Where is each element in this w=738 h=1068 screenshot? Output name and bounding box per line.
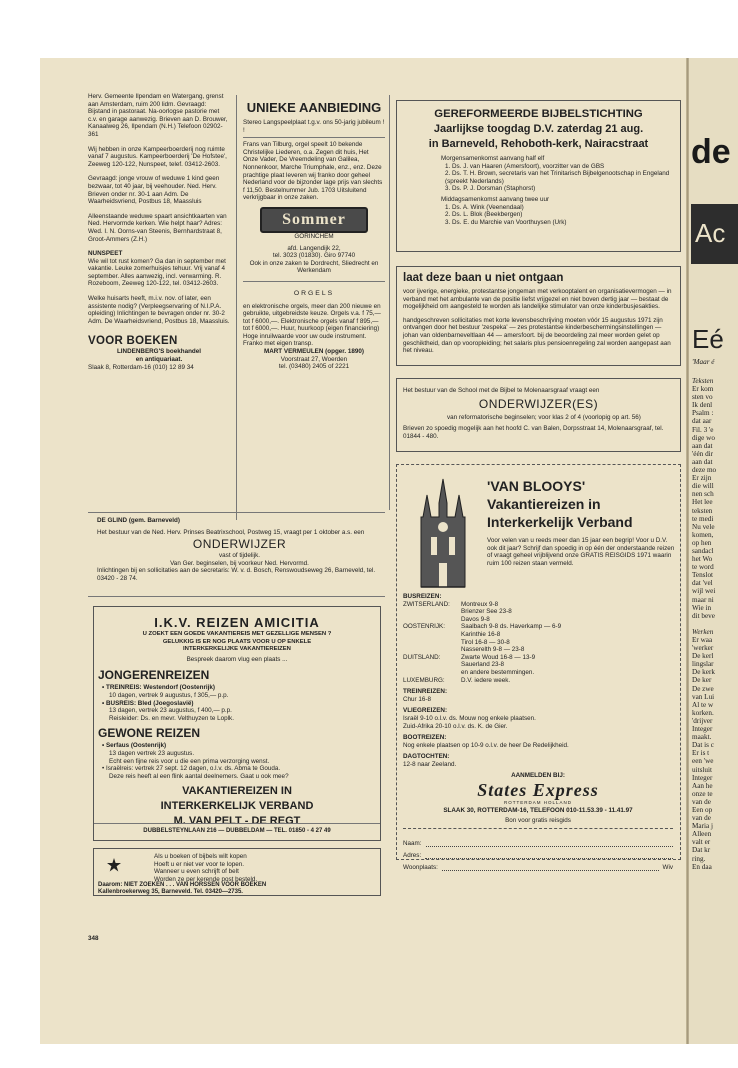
jong2b: 13 dagen, vertrek 23 augustus, f 400,— p.p. xyxy=(109,707,232,715)
horssen-l5: Daarom: NIET ZOEKEN . . . VAN HORSSEN VOOR BOEKEN xyxy=(98,882,267,888)
busreis-destination: Sauerland 23-8 xyxy=(461,661,505,669)
divider xyxy=(94,823,380,824)
sommer-addr2: tel. 3023 (01830). Giro 97740 xyxy=(272,252,356,260)
molenaarsgraaf-ad xyxy=(396,378,681,452)
field-woonplaats-line[interactable] xyxy=(442,870,659,871)
right-page-line: het Wo xyxy=(692,555,713,564)
busreis-row xyxy=(403,639,673,647)
right-page-line: Er is t xyxy=(692,749,710,758)
sommer-addr1: afd. Langendijk 22, xyxy=(287,244,341,252)
right-page-line: Dat kr xyxy=(692,846,711,855)
blooys-intro: Voor velen van u reeds meer dan 15 jaar een begrip! Voor u D.V. ook dit jaar? Schrijf dan spoedig in op één der onderstaande reizen of vraagt geheel vrijblijvend onze GRATIS REISGIDS 1971 waarin ruim 100 reizen staan vermeld. xyxy=(487,537,675,567)
jong1b: 10 dagen, vertrek 9 augustus, f 305,— p.p. xyxy=(109,691,229,699)
bon-title: Bon voor gratis reisgids xyxy=(505,816,571,824)
right-page-line: wijl wei xyxy=(692,587,716,596)
right-page-line: aan dat xyxy=(692,457,713,466)
busreis-row xyxy=(403,631,673,639)
right-page-line: lingslar xyxy=(692,660,714,669)
busreis-destination: Karinthie 16-8 xyxy=(461,630,501,638)
blooys-title3: Interkerkelijk Verband xyxy=(487,514,633,530)
molen-job: ONDERWIJZER(ES) xyxy=(478,396,599,411)
de-glind-intro: Het bestuur van de Ned. Herv. Prinses Beatrixschool, Postweg 15, vraagt per 1 oktober a.s. een xyxy=(97,528,365,536)
ad-ilpendam: Herv. Gemeente Ilpendam en Watergang, grenst aan Amsterdam, ruim 200 lidm. Gevraagd: Bijstand in pastoraat. Na-oorlogse pastorie met c.v. en garage aanwezig. Brieven aan D. Brouwer, Kanaalweg 26, Ilpendam (N.H.) Telefoon 02902-361 xyxy=(88,93,228,138)
field-naam[interactable] xyxy=(403,835,673,847)
busreis-destination: en andere bestemmingen. xyxy=(461,668,535,676)
horssen-l6: Kallenbroekerweg 35, Barneveld. Tel. 03420—2735. xyxy=(98,888,243,895)
ad-nunspeet: Wie wil tot rust komen? Ga dan in september met vakantie. Leuke zomerhuisjes tehuur. Vrij vanaf 4 september. Alles aanwezig, incl. verwarming. R. Rozeboom, Zeeweg 120-122, tel. 03412-2603. xyxy=(88,257,226,288)
busreis-country: OOSTENRIJK: xyxy=(403,623,445,631)
divider xyxy=(243,137,385,138)
molen-l2: Brieven zo spoedig mogelijk aan het hoofd C. van Balen, Dorpsstraat 14, Molenaarsgraaf, tel. 01844 - 480. xyxy=(403,425,664,440)
right-page-line: van de xyxy=(692,814,711,823)
jong2a-text: BUSREIS: Bled (Joegoslavië) xyxy=(105,699,194,707)
right-page-line: komen, xyxy=(692,530,714,539)
right-page-line: Er waa xyxy=(692,636,713,644)
right-page-line: De zwe xyxy=(692,684,714,693)
right-page-line: Aan he xyxy=(692,781,713,790)
molen-intro: Het bestuur van de School met de Bijbel te Molenaarsgraaf vraagt een xyxy=(403,387,600,394)
field-naam-label: Naam: xyxy=(403,839,422,847)
right-page-line: dat aar xyxy=(692,417,712,426)
right-page-text xyxy=(692,377,738,871)
states-express-sub: ROTTERDAM HOLLAND xyxy=(503,800,572,806)
gbs-m1: 1. Ds. J. van Haaren (Amersfoort), voorzitter van de GBS xyxy=(445,162,605,170)
jong1a: • TREINREIS: Westendorf (Oostenrijk) xyxy=(102,684,216,692)
right-page-line: Het lee xyxy=(692,498,713,507)
right-page-line: En daa xyxy=(692,862,712,871)
gew1a-text: Serfaus (Oostenrijk) xyxy=(105,742,167,750)
right-page-ac: Ac xyxy=(695,218,726,248)
right-page-line: Maria j xyxy=(692,822,713,831)
busreis-destination: Tirol 16-8 — 30-8 xyxy=(461,638,510,646)
horssen-l2: Hoeft u er niet ver voor te lopen. xyxy=(154,860,244,868)
right-page-line: sten vo xyxy=(692,393,713,402)
gbs-a3: 3. Ds. E. du Marchie van Voorthuysen (Urk) xyxy=(445,218,567,226)
busreis-row xyxy=(403,677,673,685)
right-page-line: Al te w xyxy=(692,700,714,709)
middle-column xyxy=(243,100,385,371)
busreis-country xyxy=(403,616,461,624)
de-glind-ad xyxy=(97,517,382,583)
field-woonplaats[interactable] xyxy=(403,859,673,871)
horssen-l4: Worden ze per kerende post besteld. xyxy=(154,875,258,883)
vak3: M. VAN PELT - DE REGT xyxy=(173,815,301,828)
vlieg1: Israël 9-10 o.l.v. ds. Mouw nog enkele plaatsen. xyxy=(403,714,536,722)
busreis-row xyxy=(403,654,673,662)
laat-title: laat deze baan u niet ontgaan xyxy=(403,272,564,284)
dagtochten-head: DAGTOCHTEN: xyxy=(403,753,450,761)
field-woonplaats-label: Woonplaats: xyxy=(403,863,438,871)
right-page-line: een 'we xyxy=(692,757,714,766)
laat-p2: handgeschreven sollicitaties met korte levensbeschrijving moeten vóór 15 augustus 1971 zijn ontvangen door het bestuur 'zespeka' — zes protestantse kinderbeschermingsinstellingen — johan van oldenbarneveltlaan 44 — amersfoort. bij de beoordeling zal meer worden gelet op geschiktheid, dan op vooropleiding; het salaris plus pensioenregeling zal worden aangepast aan het niveau. xyxy=(403,316,671,355)
right-page-line: 'drijver xyxy=(692,716,713,725)
right-page-line: Teksten xyxy=(692,377,714,385)
right-page-line: korken. xyxy=(692,708,714,717)
right-page-dark-block xyxy=(691,204,738,264)
bootreizen-head: BOOTREIZEN: xyxy=(403,734,447,742)
busreis-destination: Nasserelth 9-8 — 23-8 xyxy=(461,646,525,654)
right-page-line xyxy=(692,620,738,628)
busreizen-list xyxy=(403,601,673,685)
gewone-reizen-title: GEWONE REIZEN xyxy=(98,726,201,741)
coupon-cut-line xyxy=(403,828,673,829)
right-page-line: 'werker xyxy=(692,644,714,653)
busreis-country: ZWITSERLAND: xyxy=(403,600,450,608)
right-page-line: dat 'vel xyxy=(692,579,713,588)
right-page-line: Wie in xyxy=(692,603,712,612)
unieke-sub: Stereo Langspeelplaat t.g.v. ons 50-jarig jubileum ! ! xyxy=(243,119,385,134)
blooys-title1: 'VAN BLOOYS' xyxy=(487,478,586,494)
slaak-address: SLAAK 30, ROTTERDAM-16, TELEFOON 010-11.53.39 - 11.41.97 xyxy=(443,807,633,815)
gbs-title: GEREFORMEERDE BIJBELSTICHTING xyxy=(434,108,643,120)
ikv-s2: INTERKERKELIJKE VAKANTIEREIZEN xyxy=(183,646,291,653)
divider xyxy=(88,512,385,513)
right-page-line: De kerl xyxy=(692,652,714,661)
ikv-question: U ZOEKT EEN GOEDE VAKANTIEREIS MET GEZELLIGE MENSEN ? xyxy=(142,631,332,637)
treinreizen: Chur 16-8 xyxy=(403,695,432,703)
right-page-line: Integer xyxy=(692,725,713,734)
busreis-country: LUXEMBURG: xyxy=(403,676,445,684)
gew2a-text: Israëlreis: vertrek 27 sept. 12 dagen, o.l.v. ds. Abma te Gouda. xyxy=(105,765,281,773)
field-adres[interactable] xyxy=(403,847,673,859)
right-page-line: aan dat xyxy=(692,441,713,450)
busreis-country xyxy=(403,631,461,639)
sommer-logo-text: Sommer xyxy=(282,210,346,228)
sommer-city: GORINCHEM xyxy=(294,232,334,240)
busreis-destination: Brienzer See 23-8 xyxy=(461,608,512,616)
field-adres-label: Adres: xyxy=(403,851,422,859)
vermeulen-addr: Voorstraat 27, Woerden xyxy=(280,355,348,363)
right-page-line: Er kom xyxy=(692,385,714,394)
right-page-ee: Eé xyxy=(692,324,724,354)
sommer-addr3: Ook in onze zaken te Dordrecht, Sliedrecht en Werkendam xyxy=(249,259,379,275)
ad-nunspeet-title: NUNSPEET xyxy=(88,250,123,258)
right-page-line: Een op xyxy=(692,805,713,814)
gew2a: • Israëlreis: vertrek 27 sept. 12 dagen, o.l.v. ds. Abma te Gouda. xyxy=(102,765,281,773)
gbs-a1: 1. Ds. A. Wink (Veenendaal) xyxy=(445,203,524,211)
right-page-line: onze te xyxy=(692,789,713,798)
right-page-line: Er zijn xyxy=(692,474,712,483)
right-page-line: nen sch xyxy=(692,490,714,499)
jongerenreizen-title: JONGERENREIZEN xyxy=(98,668,210,683)
gbs-morning-head: Morgensamenkomst aanvang half elf xyxy=(441,155,545,162)
right-page-line: deze mo xyxy=(692,466,717,475)
gbs-afternoon-head: Middagsamenkomst aanvang twee uur xyxy=(441,195,550,203)
busreis-row xyxy=(403,661,673,669)
busreis-row xyxy=(403,646,673,654)
right-page-line: maakt. xyxy=(692,733,712,742)
right-page-line: dige wo xyxy=(692,433,715,442)
column-rule xyxy=(389,95,390,510)
right-page-line: die will xyxy=(692,482,714,491)
vermeulen-tel: tel. (03480) 2405 of 2221 xyxy=(278,363,350,371)
ikv-footer: DUBBELSTEYNLAAN 216 — DUBBELDAM — TEL. 01850 - 4 27 49 xyxy=(143,828,331,835)
gbs-a2: 2. Ds. L. Blok (Beekbergen) xyxy=(445,211,523,219)
gbs-subtitle: Jaarlijkse toogdag D.V. zaterdag 21 aug. xyxy=(433,123,644,135)
vermeulen: MART VERMEULEN (opger. 1890) xyxy=(263,348,365,356)
right-page-line: 'één dir xyxy=(692,449,714,458)
busreis-destination: Davos 9-8 xyxy=(461,615,490,623)
ikv-title: I.K.V. REIZEN AMICITIA xyxy=(154,615,320,630)
right-page-line: van Lui xyxy=(692,692,715,701)
right-page-line: ring. xyxy=(692,854,706,863)
cathedral-icon xyxy=(411,477,475,589)
de-glind-title: DE GLIND (gem. Barneveld) xyxy=(97,517,180,524)
right-page-line: uitsluit xyxy=(692,765,712,774)
divider xyxy=(88,596,385,597)
busreis-destination: D.V. iedere week. xyxy=(461,676,511,684)
gew1b: 13 dagen vertrek 23 augustus. xyxy=(109,749,195,757)
field-naam-line[interactable] xyxy=(426,846,673,847)
laat-deze-baan-ad xyxy=(396,266,681,366)
horssen-ad xyxy=(93,848,381,896)
busreis-row xyxy=(403,616,673,624)
molen-l1: van reformatorische beginselen; voor klas 2 of 4 (voorlopig op art. 56) xyxy=(447,413,641,421)
busreis-destination: Zwarte Woud 16-8 — 13-9 xyxy=(461,653,536,661)
busreis-country xyxy=(403,608,461,616)
gew1a: • Serfaus (Oostenrijk) xyxy=(102,742,167,750)
page-number: 348 xyxy=(88,935,99,942)
right-page-line: De kerk xyxy=(692,668,715,677)
vlieg2: Zuid-Afrika 20-10 o.l.v. ds. K. de Gier. xyxy=(403,722,508,730)
gew2b: Deze reis heeft al een flink aantal deelnemers. Gaat u ook mee? xyxy=(109,772,289,780)
right-page-line: maar ni xyxy=(692,595,714,604)
horssen-l3: Wanneer u even schrijft of belt xyxy=(154,868,239,876)
divider xyxy=(243,281,385,282)
right-page-line: teksten xyxy=(692,506,713,515)
jong1a-text: TREINREIS: Westendorf (Oostenrijk) xyxy=(105,684,216,692)
jong2c: Reisleider: Ds. en mevr. Velthuyzen te Loplk. xyxy=(109,714,234,722)
busreizen-head: BUSREIZEN: xyxy=(403,593,442,600)
blooys-title2: Vakantiereizen in xyxy=(487,496,601,512)
right-page-line: Nu vele xyxy=(692,522,715,531)
busreis-country: DUITSLAND: xyxy=(403,653,441,661)
busreis-country xyxy=(403,669,461,677)
blooys-trips xyxy=(403,593,673,871)
aanmelden: AANMELDEN BIJ: xyxy=(511,772,565,780)
right-page-line: Psalm : xyxy=(692,409,714,418)
busreis-row xyxy=(403,608,673,616)
right-page-line: sandacl xyxy=(692,546,714,555)
de-glind-job: ONDERWIJZER xyxy=(192,537,287,552)
busreis-row xyxy=(403,601,673,609)
busreis-country xyxy=(403,646,461,654)
left-column xyxy=(88,93,230,371)
sommer-logo xyxy=(260,207,368,233)
voor-boeken-sub2: en antiquariaat. xyxy=(135,356,183,364)
orgels-title: ORGELS xyxy=(293,289,335,297)
ad-kampeerboerderij: Wij hebben in onze Kampeerboerderij nog ruimte vanaf 7 augustus. Kampeerboerderij 'De Hofstee', Zeeweg 120-122, Nunspeet, telef. 03412-2603. xyxy=(88,145,227,168)
voor-boeken-sub1: LINDENBERG'S boekhandel xyxy=(116,348,202,356)
vak2: INTERKERKELIJK VERBAND xyxy=(160,800,314,813)
right-page-line: Integer xyxy=(692,773,713,782)
right-page-line: Fil. 3 'e xyxy=(692,425,714,434)
right-page-line: Dat is c xyxy=(692,741,714,750)
vak1: VAKANTIEREIZEN IN xyxy=(182,785,292,798)
orgels-body: en elektronische orgels, meer dan 200 nieuwe en gebruikte, uitgebreidste keuze. Orgels v.a. f 75,— tot f 6000,—. Elektronische orgels vanaf f 895,— tot f 6000,—. Huur, huurkoop (eigen financiering) Hoge inruilwaarde voor uw oude instrument. Franko met eigen transp. xyxy=(243,302,381,348)
de-glind-l2: Van Ger. beginselen, bij voorkeur Ned. Hervormd. xyxy=(170,559,309,567)
right-page-line: te word xyxy=(692,563,714,572)
field-adres-line[interactable] xyxy=(425,858,673,859)
busreis-destination: Montreux 9-8 xyxy=(461,600,499,608)
gbs-location: in Barneveld, Rehoboth-kerk, Nairacstraat xyxy=(428,138,649,150)
right-page-line: Ik denl xyxy=(692,401,713,410)
right-page-line: Tenslot xyxy=(692,571,714,580)
right-page-maar: 'Maar é xyxy=(692,358,715,366)
ad-ansichtkaarten: Alleenstaande weduwe spaart ansichtkaarten van Ned. Hervormde kerken. Wie helpt haar? Adres: Wed. I. N. Oorns-van Steenis, Bernhardstraat 8, Groot-Ammers (Z.H.) xyxy=(88,212,227,243)
ad-gevraagd-vrouw: Gevraagd: jonge vrouw of weduwe 1 kind geen bezwaar, tot 40 jaar, bij veehouder. Ned. Herv. Brieven onder nr. 30-1 aan Adm. De Waarheidsvriend, Postbus 18, Maassluis xyxy=(88,175,220,206)
right-page-line: Alleen xyxy=(692,830,712,839)
gbs-m3: 3. Ds. P. J. Dorsman (Staphorst) xyxy=(445,185,536,193)
wiv-code: Wiv xyxy=(662,863,673,871)
busreis-country xyxy=(403,639,461,647)
right-page-headline: de xyxy=(691,133,731,171)
unieke-aanbieding-title: UNIEKE AANBIEDING xyxy=(246,100,382,115)
dagtochten: 12-8 naar Zeeland. xyxy=(403,760,457,768)
right-page-line: Werken xyxy=(692,627,714,636)
ad-huisarts: Welke huisarts heeft, m.i.v. nov. of later, een assistente nodig? (Verpleegservaring of N.I.P.A. opleiding) Inlichtingen te bevragen onder nr. 30-2 Adm. De Waarheidsvriend, Postbus 18, Maassluis. xyxy=(88,295,230,325)
voor-boeken-title: VOOR BOEKEN xyxy=(88,335,178,348)
gbs-ad xyxy=(396,100,681,252)
busreis-country xyxy=(403,661,461,669)
de-glind-l3: Inlichtingen bij en sollicitaties aan de secretaris: W. v. d. Bosch, Renswoudseweg 26, Barneveld, tel. 03420 - 28 74. xyxy=(97,567,376,582)
ikv-s3: Bespreek daarom vlug een plaats ... xyxy=(186,655,288,663)
de-glind-l1: vast of tijdelijk. xyxy=(219,552,260,560)
right-page-line: op hen xyxy=(692,538,712,547)
voor-boeken-address: Slaak 8, Rotterdam-16 (010) 12 89 34 xyxy=(88,363,194,371)
horssen-l1: Als u boeken of bijbels wilt kopen xyxy=(154,853,247,860)
right-page-line: van de xyxy=(692,797,711,806)
right-page-line: De ker xyxy=(692,676,712,685)
star-icon xyxy=(106,857,122,873)
van-blooys-ad xyxy=(396,464,681,871)
busreis-destination: Saalbach 9-8 ds. Haverkamp — 6-9 xyxy=(461,623,562,631)
right-page-line: valt er xyxy=(692,838,711,847)
gbs-m2: 2. Ds. T. H. Brown, secretaris van het Trinitarisch Bijbelgenootschap in Engeland (spreekt Nederlands) xyxy=(445,170,670,185)
jong2a: • BUSREIS: Bled (Joegoslavië) xyxy=(102,699,194,707)
treinreizen-head: TREINREIZEN: xyxy=(403,688,448,696)
column-rule xyxy=(236,95,237,520)
ikv-s1: GELUKKIG IS ER NOG PLAATS VOOR U OP ENKELE xyxy=(162,638,312,645)
vliegreizen-head: VLIEGREIZEN: xyxy=(403,707,448,715)
states-express-logo: States Express xyxy=(477,780,599,801)
laat-p1: voor ijverige, energieke, protestantse jongeman met verkooptalent en organisatievermogen — in verband met het ambulante van de positie liefst vrijgezel en niet boven dertig jaar — bestaat de mogelijkheid om aangesteld te worden als landelijke stimulator van onze kinderbusjesakties. xyxy=(403,288,672,311)
bootreizen: Nog enkele plaatsen op 10-9 o.l.v. de heer De Redelijkheid. xyxy=(403,741,569,749)
unieke-body: Frans van Tilburg, orgel speelt 10 bekende Christelijke Liederen, o.a. Zegen dit huis, Het Onze Vader, De Vreemdeling van Galilea, Nonnenkoor, Marche Triumphale, enz., enz. Deze prachtige plaat leveren wij franko door geheel Nederland voor de bijzonder lage prijs van slechts f 11,50. Bestelnummer Jub. 1703 Uitsluitend verkrijgbaar in onze zaken. xyxy=(243,141,383,202)
busreis-row xyxy=(403,669,673,677)
right-page-line: dit beve xyxy=(692,611,715,620)
gew1c: Echt een fijne reis voor u die een prima verzorging wenst. xyxy=(109,757,270,765)
ikv-reizen-ad xyxy=(93,606,381,841)
busreis-row xyxy=(403,623,673,631)
right-page-line: te medi xyxy=(692,514,714,523)
